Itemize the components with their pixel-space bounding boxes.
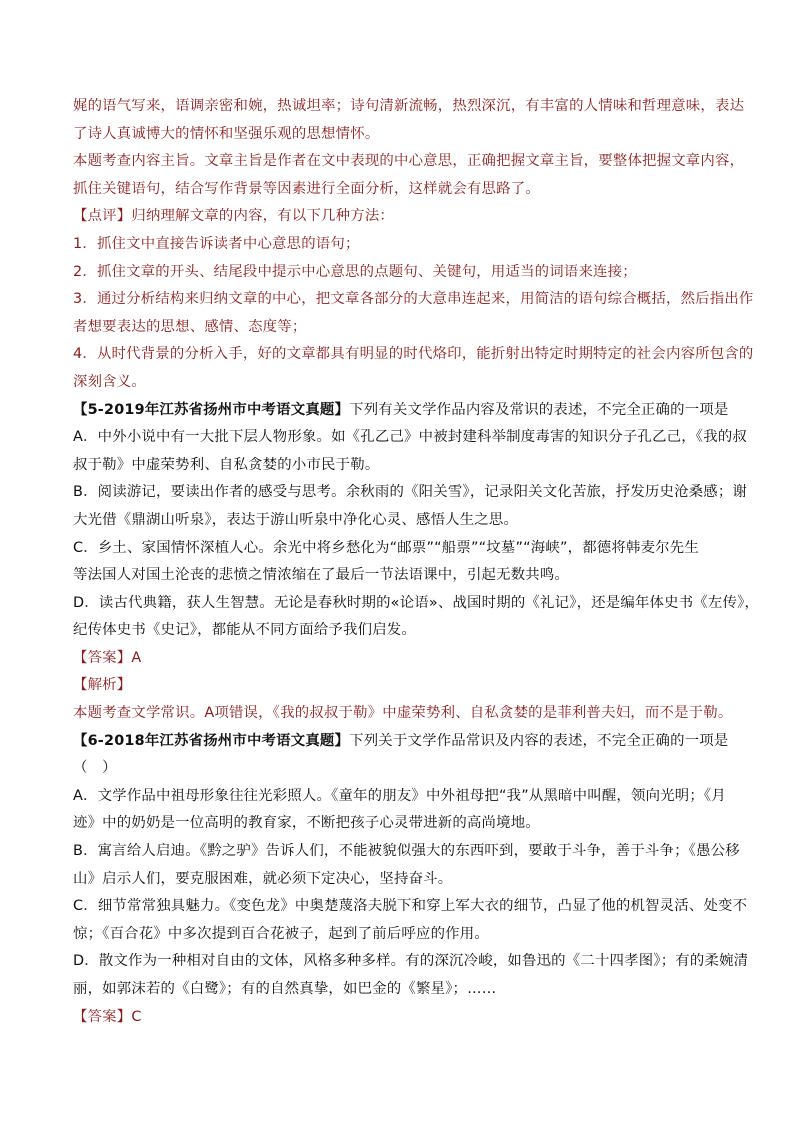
line-text: 纪传体史书《史记》，都能从不同方面给予我们启发。	[73, 622, 416, 639]
question-source: 【5-2019年江苏省扬州市中考语文真题】	[73, 401, 350, 418]
line-text: 者想要表达的思想、感情、态度等；	[73, 318, 307, 335]
line-text: 2．抓住文章的开头、结尾段中提示中心意思的点题句、关键句，用适当的词语来连接；	[73, 263, 637, 280]
line-text: 叔于勒》中虚荣势利、自私贪婪的小市民于勒。	[73, 456, 380, 473]
text-line	[73, 976, 733, 1004]
text-line	[73, 93, 745, 121]
text-line	[73, 728, 733, 756]
question-stem: 下列有关文学作品内容及常识的表述，不完全正确的一项是	[349, 401, 729, 418]
line-text: D．读古代典籍，获人生智慧。无论是春秋时期的«论语»、战国时期的《礼记》，还是编年体史书《左传》，	[73, 594, 760, 611]
line-text: 【答案】A	[73, 649, 142, 666]
text-line	[73, 535, 733, 563]
text-line	[73, 259, 733, 287]
text-line	[73, 121, 733, 149]
text-line	[73, 948, 749, 976]
line-text: 本题考查文学常识。A项错误，《我的叔叔于勒》中虚荣势利、自私贪婪的是菲利普夫妇，而不是于勒。	[73, 705, 733, 722]
line-text: B．阅读游记，要读出作者的感受与思考。余秋雨的《阳关雪》，记录阳关文化苦旅，抒发历史沧桑感；谢	[73, 484, 748, 501]
line-text: 【解析】	[73, 677, 132, 694]
text-line	[73, 507, 733, 535]
text-line	[73, 893, 748, 921]
text-line	[73, 176, 733, 204]
text-line	[73, 341, 754, 369]
line-text: 等法国人对国土沦丧的悲愤之情浓缩在了最后一节法语课中，引起无数共鸣。	[73, 567, 570, 584]
text-line	[73, 424, 748, 452]
line-text: 【答案】C	[73, 1008, 142, 1025]
text-line	[73, 838, 740, 866]
text-line	[73, 314, 733, 342]
line-text: B．寓言给人启迪。《黔之驴》告诉人们，不能被貌似强大的东西吓到，要敢于斗争，善于斗争；《愚公移	[73, 843, 740, 860]
line-text: A．文学作品中祖母形象往往光彩照人。《童年的朋友》中外祖母把“我”从黑暗中叫醒，领向光明；《月	[73, 787, 726, 804]
line-text: D．散文作为一种相对自由的文体，风格多种多样。有的深沉冷峻，如鲁迅的《二十四孝图》；有的柔婉清	[73, 953, 749, 970]
line-text: C．细节常常独具魅力。《变色龙》中奥楚蔑洛夫脱下和穿上军大衣的细节，凸显了他的机智灵活、处变不	[73, 898, 748, 915]
text-line	[73, 369, 733, 397]
text-line	[73, 562, 733, 590]
text-line	[73, 810, 733, 838]
line-text: 山》启示人们，要克服困难，就必须下定决心，坚持奋斗。	[73, 870, 453, 887]
line-text: 惊；《百合花》中多次提到百合花被子，起到了前后呼应的作用。	[73, 925, 489, 942]
text-line	[73, 866, 733, 894]
line-text: 了诗人真诚博大的情怀和坚强乐观的思想情怀。	[73, 125, 380, 142]
line-text: 4．从时代背景的分析入手，好的文章都具有明显的时代烙印，能折射出特定时期特定的社会内容所包含的	[73, 346, 754, 363]
line-text: 3．通过分析结构来归纳文章的中心，把文章各部分的大意串连起来，用简洁的语句综合概括，然后指出作	[73, 291, 754, 308]
line-text: 娓的语气写来，语调亲密和婉，热诚坦率；诗句清新流畅，热烈深沉，有丰富的人情味和哲理意味，表达	[73, 98, 745, 114]
line-text: 丽，如郭沫若的《白鹭》；有的自然真挚，如巴金的《繁星》；……	[73, 981, 497, 997]
text-line	[73, 1004, 733, 1032]
text-line	[73, 617, 733, 645]
text-line	[73, 452, 733, 480]
text-line	[73, 479, 748, 507]
text-line	[73, 231, 733, 259]
line-text: 本题考查内容主旨。文章主旨是作者在文中表现的中心意思，正确把握文章主旨，要整体把握文章内容，	[73, 153, 745, 170]
question-source: 【6-2018年江苏省扬州市中考语文真题】	[73, 732, 350, 749]
line-text: 深刻含义。	[73, 373, 146, 390]
text-line	[73, 286, 754, 314]
text-line	[73, 148, 745, 176]
line-text: （ ）	[73, 760, 117, 777]
text-line	[73, 783, 733, 811]
line-text: 【点评】归纳理解文章的内容，有以下几种方法：	[73, 208, 394, 225]
text-line	[73, 645, 733, 673]
text-line	[73, 755, 733, 783]
text-line	[73, 921, 733, 949]
line-text: 抓住关键语句，结合写作背景等因素进行全面分析，这样就会有思路了。	[73, 180, 540, 197]
text-line	[73, 590, 760, 618]
line-text: 迹》中的奶奶是一位高明的教育家，不断把孩子心灵带进新的高尚境地。	[73, 815, 540, 832]
text-line	[73, 203, 733, 231]
line-text: A．中外小说中有一大批下层人物形象。如《孔乙己》中被封建科举制度毒害的知识分子孔乙己，《我的叔	[73, 429, 748, 446]
text-line	[73, 672, 733, 700]
document-body	[73, 93, 760, 1031]
line-text: 1．抓住文中直接告诉读者中心意思的语句；	[73, 235, 360, 252]
text-line	[73, 397, 733, 425]
question-stem: 下列关于文学作品常识及内容的表述，不完全正确的一项是	[349, 732, 729, 749]
line-text: C．乡土、家国情怀深植人心。余光中将乡愁化为“邮票”“船票”“坟墓”“海峡”，都德将韩麦尔先生	[73, 539, 699, 556]
line-text: 大光借《鼎湖山听泉》，表达于游山听泉中净化心灵、感悟人生之思。	[73, 511, 519, 528]
text-line	[73, 700, 733, 728]
